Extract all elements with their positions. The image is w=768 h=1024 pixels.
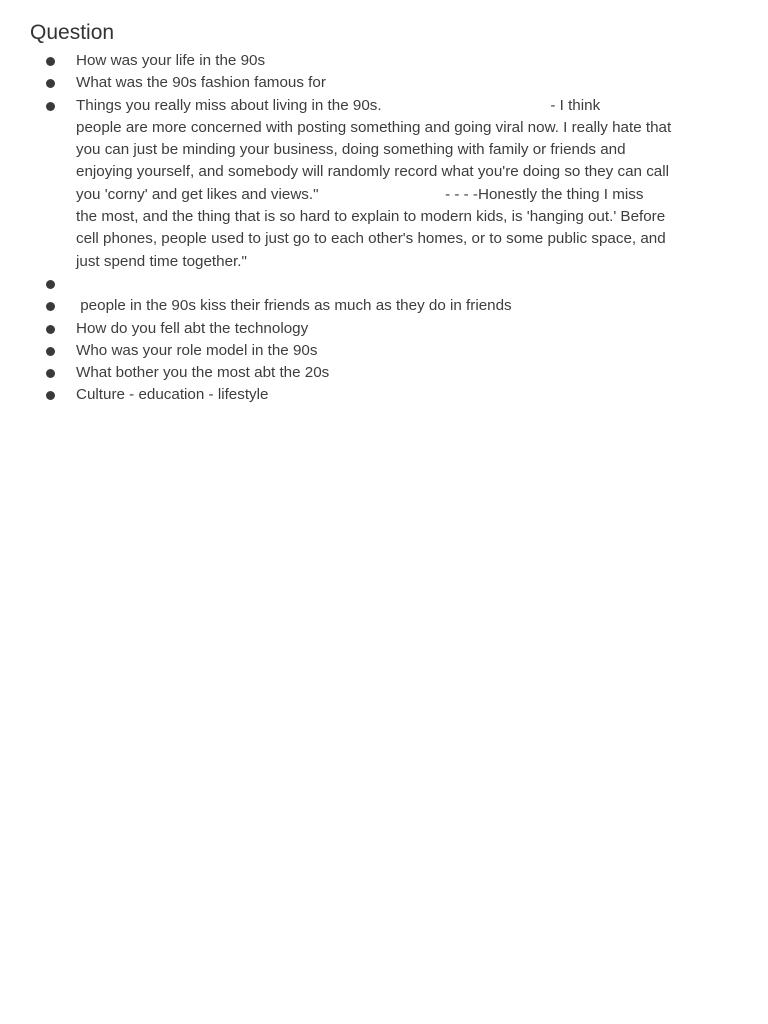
list-item-line: you 'corny' and get likes and views." - - - -Honestly the thing I miss bbox=[76, 185, 644, 203]
list-item-text: How was your life in the 90s bbox=[76, 52, 266, 69]
list-item[interactable] bbox=[30, 384, 740, 406]
list-item-line: the most, and the thing that is so hard to explain to modern kids, is 'hanging out.' Before bbox=[76, 208, 666, 226]
list-item-text: Culture - education - lifestyle bbox=[76, 386, 269, 404]
list-item-text: What bother you the most abt the 20s bbox=[76, 364, 330, 382]
list-item-line: people are more concerned with posting something and going viral now. I really hate that bbox=[76, 118, 672, 136]
bullet-icon bbox=[46, 79, 55, 88]
list-item[interactable] bbox=[30, 340, 740, 362]
list-item-text: What was the 90s fashion famous for bbox=[76, 74, 326, 92]
bullet-icon bbox=[46, 391, 55, 400]
list-item-empty[interactable] bbox=[30, 273, 740, 295]
bullet-icon bbox=[46, 369, 55, 378]
list-item-text: Who was your role model in the 90s bbox=[76, 341, 318, 359]
list-item-line: just spend time together." bbox=[76, 252, 247, 270]
bullet-icon bbox=[46, 302, 55, 311]
list-item-line: you can just be minding your business, doing something with family or friends and bbox=[76, 141, 626, 159]
bullet-icon bbox=[46, 347, 55, 356]
list-item-line: Things you really miss about living in the 90s. - I think bbox=[76, 96, 601, 114]
bullet-icon bbox=[46, 325, 55, 334]
list-item-text: people in the 90s kiss their friends as much as they do in friends bbox=[76, 297, 512, 315]
list-item[interactable] bbox=[30, 318, 740, 340]
list-item[interactable] bbox=[30, 50, 740, 72]
bullet-icon bbox=[46, 280, 55, 289]
list-item[interactable] bbox=[30, 95, 740, 273]
note-title: Question bbox=[30, 21, 115, 44]
list-item[interactable] bbox=[30, 362, 740, 384]
list-item[interactable] bbox=[30, 295, 740, 317]
list-item-line: enjoying yourself, and somebody will randomly record what you're doing so they can call bbox=[76, 163, 669, 181]
note-body[interactable] bbox=[30, 18, 740, 407]
list-item[interactable] bbox=[30, 72, 740, 94]
bullet-list bbox=[30, 50, 740, 407]
bullet-icon bbox=[46, 102, 55, 111]
list-item-line: cell phones, people used to just go to each other's homes, or to some public space, and bbox=[76, 230, 666, 248]
list-item-text: How do you fell abt the technology bbox=[76, 319, 309, 337]
bullet-icon bbox=[46, 57, 55, 66]
